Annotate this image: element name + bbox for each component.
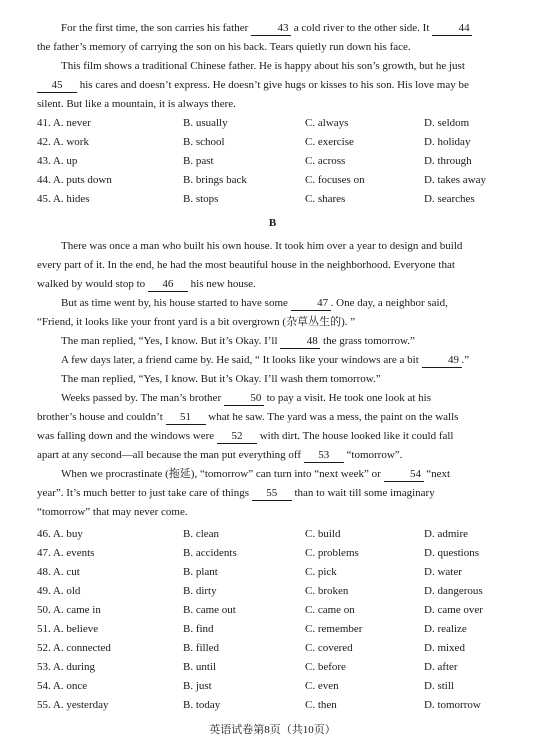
answer-blank: 53	[304, 449, 344, 463]
answer-option: 46. A. buy	[37, 528, 83, 540]
passage-line	[37, 427, 513, 446]
passage-line	[37, 256, 513, 275]
passage-text: silent. But like a mountain, it is always there.	[37, 98, 236, 110]
option-row	[37, 658, 517, 677]
answer-blank: 54	[384, 468, 424, 482]
answer-option: D. searches	[424, 193, 475, 205]
answer-blank: 51	[166, 411, 206, 425]
answer-option: D. questions	[424, 547, 479, 559]
answer-option: C. problems	[305, 547, 359, 559]
page-footer: 英语试卷第8页（共10页）	[209, 724, 336, 736]
answer-option: B. accidents	[183, 547, 237, 559]
answer-option: B. usually	[183, 117, 228, 129]
answer-option: 41. A. never	[37, 117, 91, 129]
passage-text: the father’s memory of carrying the son on his back. Tears quietly run down his face.	[37, 41, 411, 53]
answer-option: 54. A. once	[37, 680, 88, 692]
answer-blank: 43	[251, 22, 291, 36]
answer-blank: 49	[422, 354, 462, 368]
passage-line	[37, 57, 513, 76]
answer-option: D. admire	[424, 528, 468, 540]
option-row	[37, 639, 517, 658]
answer-blank: 55	[252, 487, 292, 501]
passage-line	[37, 370, 513, 389]
answer-option: D. came over	[424, 604, 483, 616]
passage-text: his cares and doesn’t express. He doesn’t give hugs or kisses to his son. His love may be	[77, 79, 469, 91]
option-row	[37, 114, 517, 133]
answer-option: B. filled	[183, 642, 220, 654]
answer-option: C. covered	[305, 642, 353, 654]
answer-option: D. after	[424, 661, 458, 673]
answer-option: C. build	[305, 528, 341, 540]
passage-line	[37, 313, 513, 332]
answer-option: B. until	[183, 661, 217, 673]
answer-option: B. today	[183, 699, 221, 711]
passage-text: “tomorrow” that may never come.	[37, 506, 188, 518]
answer-option: C. focuses on	[305, 174, 365, 186]
answer-option: D. dangerous	[424, 585, 483, 597]
passage-text: . One day, a neighbor said,	[330, 297, 448, 309]
answer-option: 51. A. believe	[37, 623, 99, 635]
answer-option: C. shares	[305, 193, 346, 205]
answer-option: 42. A. work	[37, 136, 89, 148]
passage-text: “next	[423, 468, 451, 480]
answer-option: 49. A. old	[37, 585, 81, 597]
option-row	[37, 171, 517, 190]
answer-option: 53. A. during	[37, 661, 96, 673]
option-row	[37, 152, 517, 171]
passage-text: A few days later, a friend came by. He said, “ It looks like your windows are a bit	[61, 354, 422, 366]
passage-text: than to wait till some imaginary	[291, 487, 435, 499]
passage-text: The man replied, “Yes, I know. But it’s Okay. I’ll wash them tomorrow.”	[61, 373, 381, 385]
passage-line	[37, 484, 513, 503]
answer-option: C. came on	[305, 604, 355, 616]
option-row	[37, 563, 517, 582]
passage-text: year”. It’s much better to just take care of things	[37, 487, 252, 499]
option-row	[37, 582, 517, 601]
section-heading: B	[268, 217, 277, 229]
answer-option: 50. A. came in	[37, 604, 101, 616]
passage-text: Weeks passed by. The man’s brother	[61, 392, 224, 404]
answer-option: C. always	[305, 117, 349, 129]
answer-option: C. then	[305, 699, 337, 711]
answer-option: B. clean	[183, 528, 220, 540]
passage-text: to pay a visit. He took one look at his	[263, 392, 431, 404]
passage-text: every part of it. In the end, he had the most beautiful house in the neighborhood. Everyone that	[37, 259, 455, 271]
answer-option: D. tomorrow	[424, 699, 481, 711]
answer-option: B. stops	[183, 193, 219, 205]
passage-text: When we procrastinate (拖延), “tomorrow” can turn into “next week” or	[61, 468, 384, 480]
answer-option: C. before	[305, 661, 346, 673]
option-row	[37, 544, 517, 563]
answer-option: C. pick	[305, 566, 337, 578]
answer-blank: 50	[224, 392, 264, 406]
passage-line	[37, 19, 513, 38]
passage-line	[37, 389, 513, 408]
answer-option: B. just	[183, 680, 212, 692]
passage-text: “Friend, it looks like your front yard is a bit overgrown (杂草丛生的). ”	[37, 316, 356, 328]
answer-option: 48. A. cut	[37, 566, 80, 578]
answer-option: D. still	[424, 680, 454, 692]
passage-text: “tomorrow”.	[343, 449, 403, 461]
passage-text: apart at any second—all because the man put everything off	[37, 449, 304, 461]
passage-text: This film shows a traditional Chinese father. He is happy about his son’s growth, but he just	[61, 60, 465, 72]
answer-blank: 48	[280, 335, 320, 349]
answer-blank: 47	[291, 297, 331, 311]
answer-option: B. find	[183, 623, 214, 635]
passage-text: walked by would stop to	[37, 278, 148, 290]
passage-line	[37, 503, 513, 522]
answer-option: B. brings back	[183, 174, 247, 186]
option-row	[37, 620, 517, 639]
passage-text: with dirt. The house looked like it could fall	[256, 430, 454, 442]
passage-text: For the first time, the son carries his father	[61, 22, 252, 34]
answer-option: B. school	[183, 136, 225, 148]
option-row	[37, 190, 517, 209]
passage-text: .”	[461, 354, 470, 366]
answer-option: D. takes away	[424, 174, 487, 186]
passage-line	[37, 38, 513, 57]
answer-option: 43. A. up	[37, 155, 78, 167]
passage-line	[37, 351, 513, 370]
passage-text: But as time went by, his house started to have some	[61, 297, 291, 309]
answer-option: D. seldom	[424, 117, 470, 129]
answer-option: D. through	[424, 155, 472, 167]
passage-text: a cold river to the other side. It	[291, 22, 433, 34]
passage-text: what he saw. The yard was a mess, the paint on the walls	[205, 411, 459, 423]
answer-option: C. remember	[305, 623, 363, 635]
passage-line	[37, 446, 513, 465]
answer-option: B. past	[183, 155, 214, 167]
answer-option: C. even	[305, 680, 339, 692]
answer-option: C. exercise	[305, 136, 354, 148]
passage-text: The man replied, “Yes, I know. But it’s Okay. I’ll	[61, 335, 281, 347]
answer-option: 45. A. hides	[37, 193, 90, 205]
answer-option: D. water	[424, 566, 462, 578]
option-row	[37, 525, 517, 544]
passage-line	[37, 275, 513, 294]
option-row	[37, 133, 517, 152]
answer-option: D. holiday	[424, 136, 471, 148]
answer-blank: 52	[217, 430, 257, 444]
answer-option: D. mixed	[424, 642, 465, 654]
answer-option: 44. A. puts down	[37, 174, 112, 186]
answer-option: C. broken	[305, 585, 349, 597]
passage-line	[37, 465, 513, 484]
passage-text: brother’s house and couldn’t	[37, 411, 166, 423]
answer-option: B. came out	[183, 604, 236, 616]
passage-text: his new house.	[187, 278, 256, 290]
passage-line	[37, 237, 513, 256]
answer-blank: 45	[37, 79, 77, 93]
passage-line	[37, 95, 513, 114]
passage-text: the grass tomorrow.”	[320, 335, 415, 347]
answer-option: D. realize	[424, 623, 467, 635]
option-row	[37, 696, 517, 715]
option-row	[37, 677, 517, 696]
passage-text: was falling down and the windows were	[37, 430, 217, 442]
answer-blank: 46	[148, 278, 188, 292]
passage-line	[37, 408, 513, 427]
option-row	[37, 601, 517, 620]
answer-option: 55. A. yesterday	[37, 699, 109, 711]
passage-line	[37, 294, 513, 313]
answer-option: 47. A. events	[37, 547, 95, 559]
answer-option: C. across	[305, 155, 346, 167]
answer-option: 52. A. connected	[37, 642, 111, 654]
answer-option: B. plant	[183, 566, 218, 578]
passage-text: There was once a man who built his own house. It took him over a year to design and build	[61, 240, 463, 252]
passage-line	[37, 332, 513, 351]
answer-option: B. dirty	[183, 585, 217, 597]
passage-line	[37, 76, 513, 95]
answer-blank: 44	[432, 22, 472, 36]
